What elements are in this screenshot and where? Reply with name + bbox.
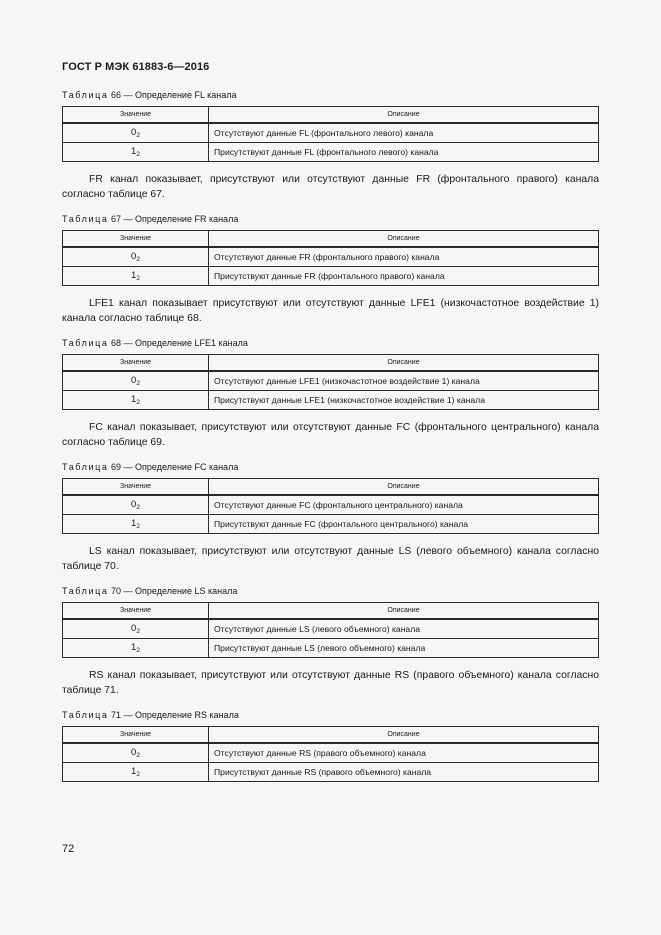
definition-table [62, 726, 599, 782]
value-digit: 0 [131, 747, 137, 758]
value-digit: 0 [131, 499, 137, 510]
definition-table [62, 106, 599, 162]
value-digit: 0 [131, 251, 137, 262]
table-caption [62, 338, 599, 348]
table-caption [62, 710, 599, 720]
document-body [62, 90, 599, 782]
description-cell: Присутствуют данные FL (фронтального левого) канала [209, 143, 599, 162]
value-cell [63, 763, 209, 782]
value-digit: 0 [131, 375, 137, 386]
column-header-description: Описание [209, 355, 599, 372]
column-header-description: Описание [209, 479, 599, 496]
table-header-row [63, 355, 599, 372]
value-base: 2 [136, 647, 140, 654]
value-digit: 1 [131, 642, 137, 653]
value-digit: 1 [131, 270, 137, 281]
page-number: 72 [62, 843, 75, 855]
value-digit: 1 [131, 146, 137, 157]
body-paragraph: FR канал показывает, присутствуют или отсутствуют данные FR (фронтального правого) канала согласно таблице 67. [62, 174, 599, 200]
column-header-description: Описание [209, 107, 599, 124]
table-caption [62, 214, 599, 224]
table-row [63, 143, 599, 162]
table-header-row [63, 107, 599, 124]
value-cell [63, 515, 209, 534]
document-header: ГОСТ Р МЭК 61883-6—2016 [62, 61, 210, 73]
value-base: 2 [136, 132, 140, 139]
table-number: 71 [111, 710, 122, 720]
table-row [63, 495, 599, 515]
value-base: 2 [136, 628, 140, 635]
value-cell [63, 391, 209, 410]
value-digit: 0 [131, 623, 137, 634]
table-caption-label: Таблица [62, 214, 109, 224]
column-header-value: Значение [63, 355, 209, 372]
definition-table [62, 478, 599, 534]
table-number: 68 [111, 338, 122, 348]
table-header-row [63, 603, 599, 620]
table-caption [62, 462, 599, 472]
table-row [63, 515, 599, 534]
value-base: 2 [136, 275, 140, 282]
table-caption-label: Таблица [62, 90, 109, 100]
description-cell: Присутствуют данные LS (левого объемного) канала [209, 639, 599, 658]
table-number: 67 [111, 214, 122, 224]
description-cell: Присутствуют данные RS (правого объемного) канала [209, 763, 599, 782]
table-number: 66 [111, 90, 122, 100]
value-cell [63, 247, 209, 267]
value-cell [63, 143, 209, 162]
value-cell [63, 743, 209, 763]
column-header-value: Значение [63, 603, 209, 620]
table-caption-label: Таблица [62, 338, 109, 348]
value-base: 2 [136, 399, 140, 406]
value-base: 2 [136, 380, 140, 387]
value-base: 2 [136, 752, 140, 759]
column-header-value: Значение [63, 231, 209, 248]
table-header-row [63, 231, 599, 248]
definition-table [62, 354, 599, 410]
description-cell: Отсутствуют данные LFE1 (низкочастотное воздействие 1) канала [209, 371, 599, 391]
table-caption [62, 90, 599, 100]
value-cell [63, 639, 209, 658]
value-base: 2 [136, 151, 140, 158]
column-header-value: Значение [63, 479, 209, 496]
description-cell: Отсутствуют данные FR (фронтального правого) канала [209, 247, 599, 267]
value-base: 2 [136, 256, 140, 263]
definition-table [62, 602, 599, 658]
value-digit: 1 [131, 518, 137, 529]
table-title: — Определение FL канала [123, 90, 237, 100]
table-row [63, 763, 599, 782]
value-digit: 1 [131, 394, 137, 405]
value-cell [63, 619, 209, 639]
table-title: — Определение LS канала [123, 586, 238, 596]
table-title: — Определение RS канала [123, 710, 239, 720]
table-caption-label: Таблица [62, 462, 109, 472]
body-paragraph: FC канал показывает, присутствуют или отсутствуют данные FC (фронтального центрального) канала согласно таблице 69. [62, 422, 599, 448]
body-paragraph: RS канал показывает, присутствуют или отсутствуют данные RS (правого объемного) канала согласно таблице 71. [62, 670, 599, 696]
table-row [63, 639, 599, 658]
table-number: 69 [111, 462, 122, 472]
description-cell: Присутствуют данные FR (фронтального правого) канала [209, 267, 599, 286]
column-header-description: Описание [209, 727, 599, 744]
description-cell: Отсутствуют данные FC (фронтального центрального) канала [209, 495, 599, 515]
table-caption-label: Таблица [62, 586, 109, 596]
table-title: — Определение FC канала [123, 462, 239, 472]
table-row [63, 123, 599, 143]
table-title: — Определение LFE1 канала [123, 338, 248, 348]
description-cell: Отсутствуют данные RS (правого объемного) канала [209, 743, 599, 763]
table-row [63, 391, 599, 410]
value-cell [63, 123, 209, 143]
description-cell: Отсутствуют данные FL (фронтального левого) канала [209, 123, 599, 143]
table-row [63, 743, 599, 763]
table-header-row [63, 479, 599, 496]
column-header-description: Описание [209, 603, 599, 620]
table-header-row [63, 727, 599, 744]
description-cell: Отсутствуют данные LS (левого объемного) канала [209, 619, 599, 639]
description-cell: Присутствуют данные FC (фронтального центрального) канала [209, 515, 599, 534]
table-title: — Определение FR канала [123, 214, 239, 224]
value-cell [63, 267, 209, 286]
definition-table [62, 230, 599, 286]
value-cell [63, 371, 209, 391]
body-paragraph: LS канал показывает, присутствуют или отсутствуют данные LS (левого объемного) канала согласно таблице 70. [62, 546, 599, 572]
value-base: 2 [136, 504, 140, 511]
table-caption [62, 586, 599, 596]
table-number: 70 [111, 586, 122, 596]
value-base: 2 [136, 523, 140, 530]
table-row [63, 619, 599, 639]
table-caption-label: Таблица [62, 710, 109, 720]
value-digit: 1 [131, 766, 137, 777]
value-cell [63, 495, 209, 515]
description-cell: Присутствуют данные LFE1 (низкочастотное воздействие 1) канала [209, 391, 599, 410]
value-digit: 0 [131, 127, 137, 138]
column-header-value: Значение [63, 727, 209, 744]
table-row [63, 371, 599, 391]
column-header-value: Значение [63, 107, 209, 124]
table-row [63, 247, 599, 267]
column-header-description: Описание [209, 231, 599, 248]
value-base: 2 [136, 771, 140, 778]
body-paragraph: LFE1 канал показывает присутствуют или отсутствуют данные LFE1 (низкочастотное воздействие 1) канала согласно таблице 68. [62, 298, 599, 324]
table-row [63, 267, 599, 286]
